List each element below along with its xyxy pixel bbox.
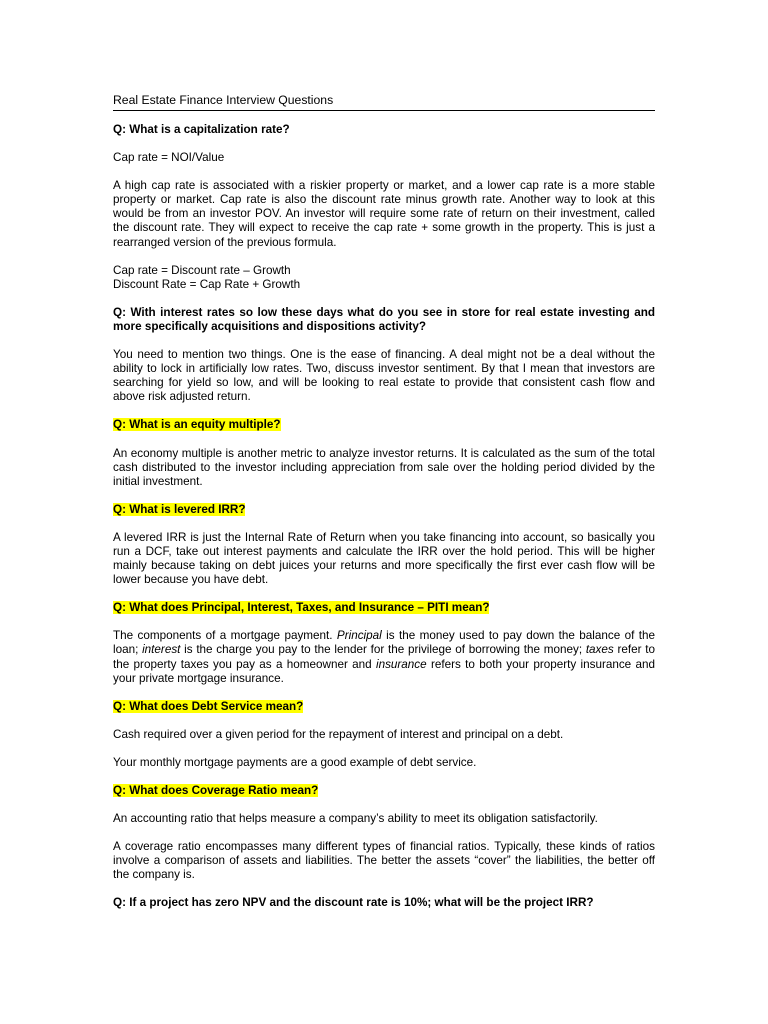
highlighted-question: Q: What does Debt Service mean?	[113, 699, 304, 713]
question-piti	[113, 601, 655, 615]
question-npv-irr: Q: If a project has zero NPV and the discount rate is 10%; what will be the project IRR?	[113, 896, 594, 910]
formula-cap-rate-growth: Cap rate = Discount rate – Growth	[113, 263, 291, 277]
question-levered-irr	[113, 503, 655, 517]
formula-discount-rate: Discount Rate = Cap Rate + Growth	[113, 277, 301, 291]
answer-piti: The components of a mortgage payment. Principal is the money used to pay down the balance of the loan; interest is the charge you pay to the lender for the privilege of borrowing the money; taxes refer to the property taxes you pay as a homeowner and insurance refers to both your property insurance and your private mortgage insurance.	[113, 629, 655, 685]
answer-levered-irr: A levered IRR is just the Internal Rate of Return when you take financing into account, so basically you run a DCF, take out interest payments and calculate the IRR over the hold period. This will be higher mainly because taking on debt juices your returns and more specifically the first ever cash flow will be lower because you have debt.	[113, 530, 655, 587]
answer-debt-service-example: Your monthly mortgage payments are a good example of debt service.	[113, 755, 477, 769]
header-title: Real Estate Finance Interview Questions	[113, 93, 334, 107]
highlighted-question: Q: What is an equity multiple?	[113, 418, 281, 432]
document-body	[113, 123, 655, 925]
highlighted-question: Q: What does Principal, Interest, Taxes, and Insurance – PITI mean?	[113, 601, 490, 615]
question-coverage-ratio	[113, 784, 655, 798]
answer-coverage-ratio: An accounting ratio that helps measure a company’s ability to meet its obligation satisfactorily.	[113, 812, 598, 826]
document-header	[113, 93, 655, 111]
term-principal: Principal	[336, 629, 382, 643]
question-equity-multiple	[113, 418, 655, 432]
answer-cap-rate: A high cap rate is associated with a riskier property or market, and a lower cap rate is a more stable property or market. Cap rate is also the discount rate minus growth rate. Another way to look at this would be from an investor POV. An investor will require some rate of return on their investment, called the discount rate. They will expect to receive the cap rate + some growth in the property. This is just a rearranged version of the previous formula.	[113, 179, 655, 249]
answer-debt-service: Cash required over a given period for the repayment of interest and principal on a debt.	[113, 727, 564, 741]
answer-equity-multiple: An economy multiple is another metric to analyze investor returns. It is calculated as the sum of the total cash distributed to the investor including appreciation from sale over the holding period divided by the initial investment.	[113, 446, 655, 488]
term-interest: interest	[142, 643, 181, 657]
answer-interest-rates: You need to mention two things. One is the ease of financing. A deal might not be a deal without the ability to lock in artificially low rates. Two, discuss investor sentiment. By that I mean that investors are searching for yield so low, and will be looking to real estate to provide that consistent cash flow and above risk adjusted return.	[113, 348, 655, 404]
question-cap-rate: Q: What is a capitalization rate?	[113, 123, 290, 136]
question-debt-service	[113, 700, 655, 714]
term-taxes: taxes	[585, 643, 614, 657]
highlighted-question: Q: What does Coverage Ratio mean?	[113, 784, 319, 797]
term-insurance: insurance	[375, 657, 427, 671]
formula-cap-rate: Cap rate = NOI/Value	[113, 151, 225, 165]
highlighted-question: Q: What is levered IRR?	[113, 502, 246, 516]
answer-coverage-ratio-detail: A coverage ratio encompasses many different types of financial ratios. Typically, these kinds of ratios involve a comparison of assets and liabilities. The better the assets “cover” the liabilities, the better off the company is.	[113, 840, 655, 882]
question-interest-rates: Q: With interest rates so low these days what do you see in store for real estate investing and more specifically acquisitions and dispositions activity?	[113, 305, 655, 333]
